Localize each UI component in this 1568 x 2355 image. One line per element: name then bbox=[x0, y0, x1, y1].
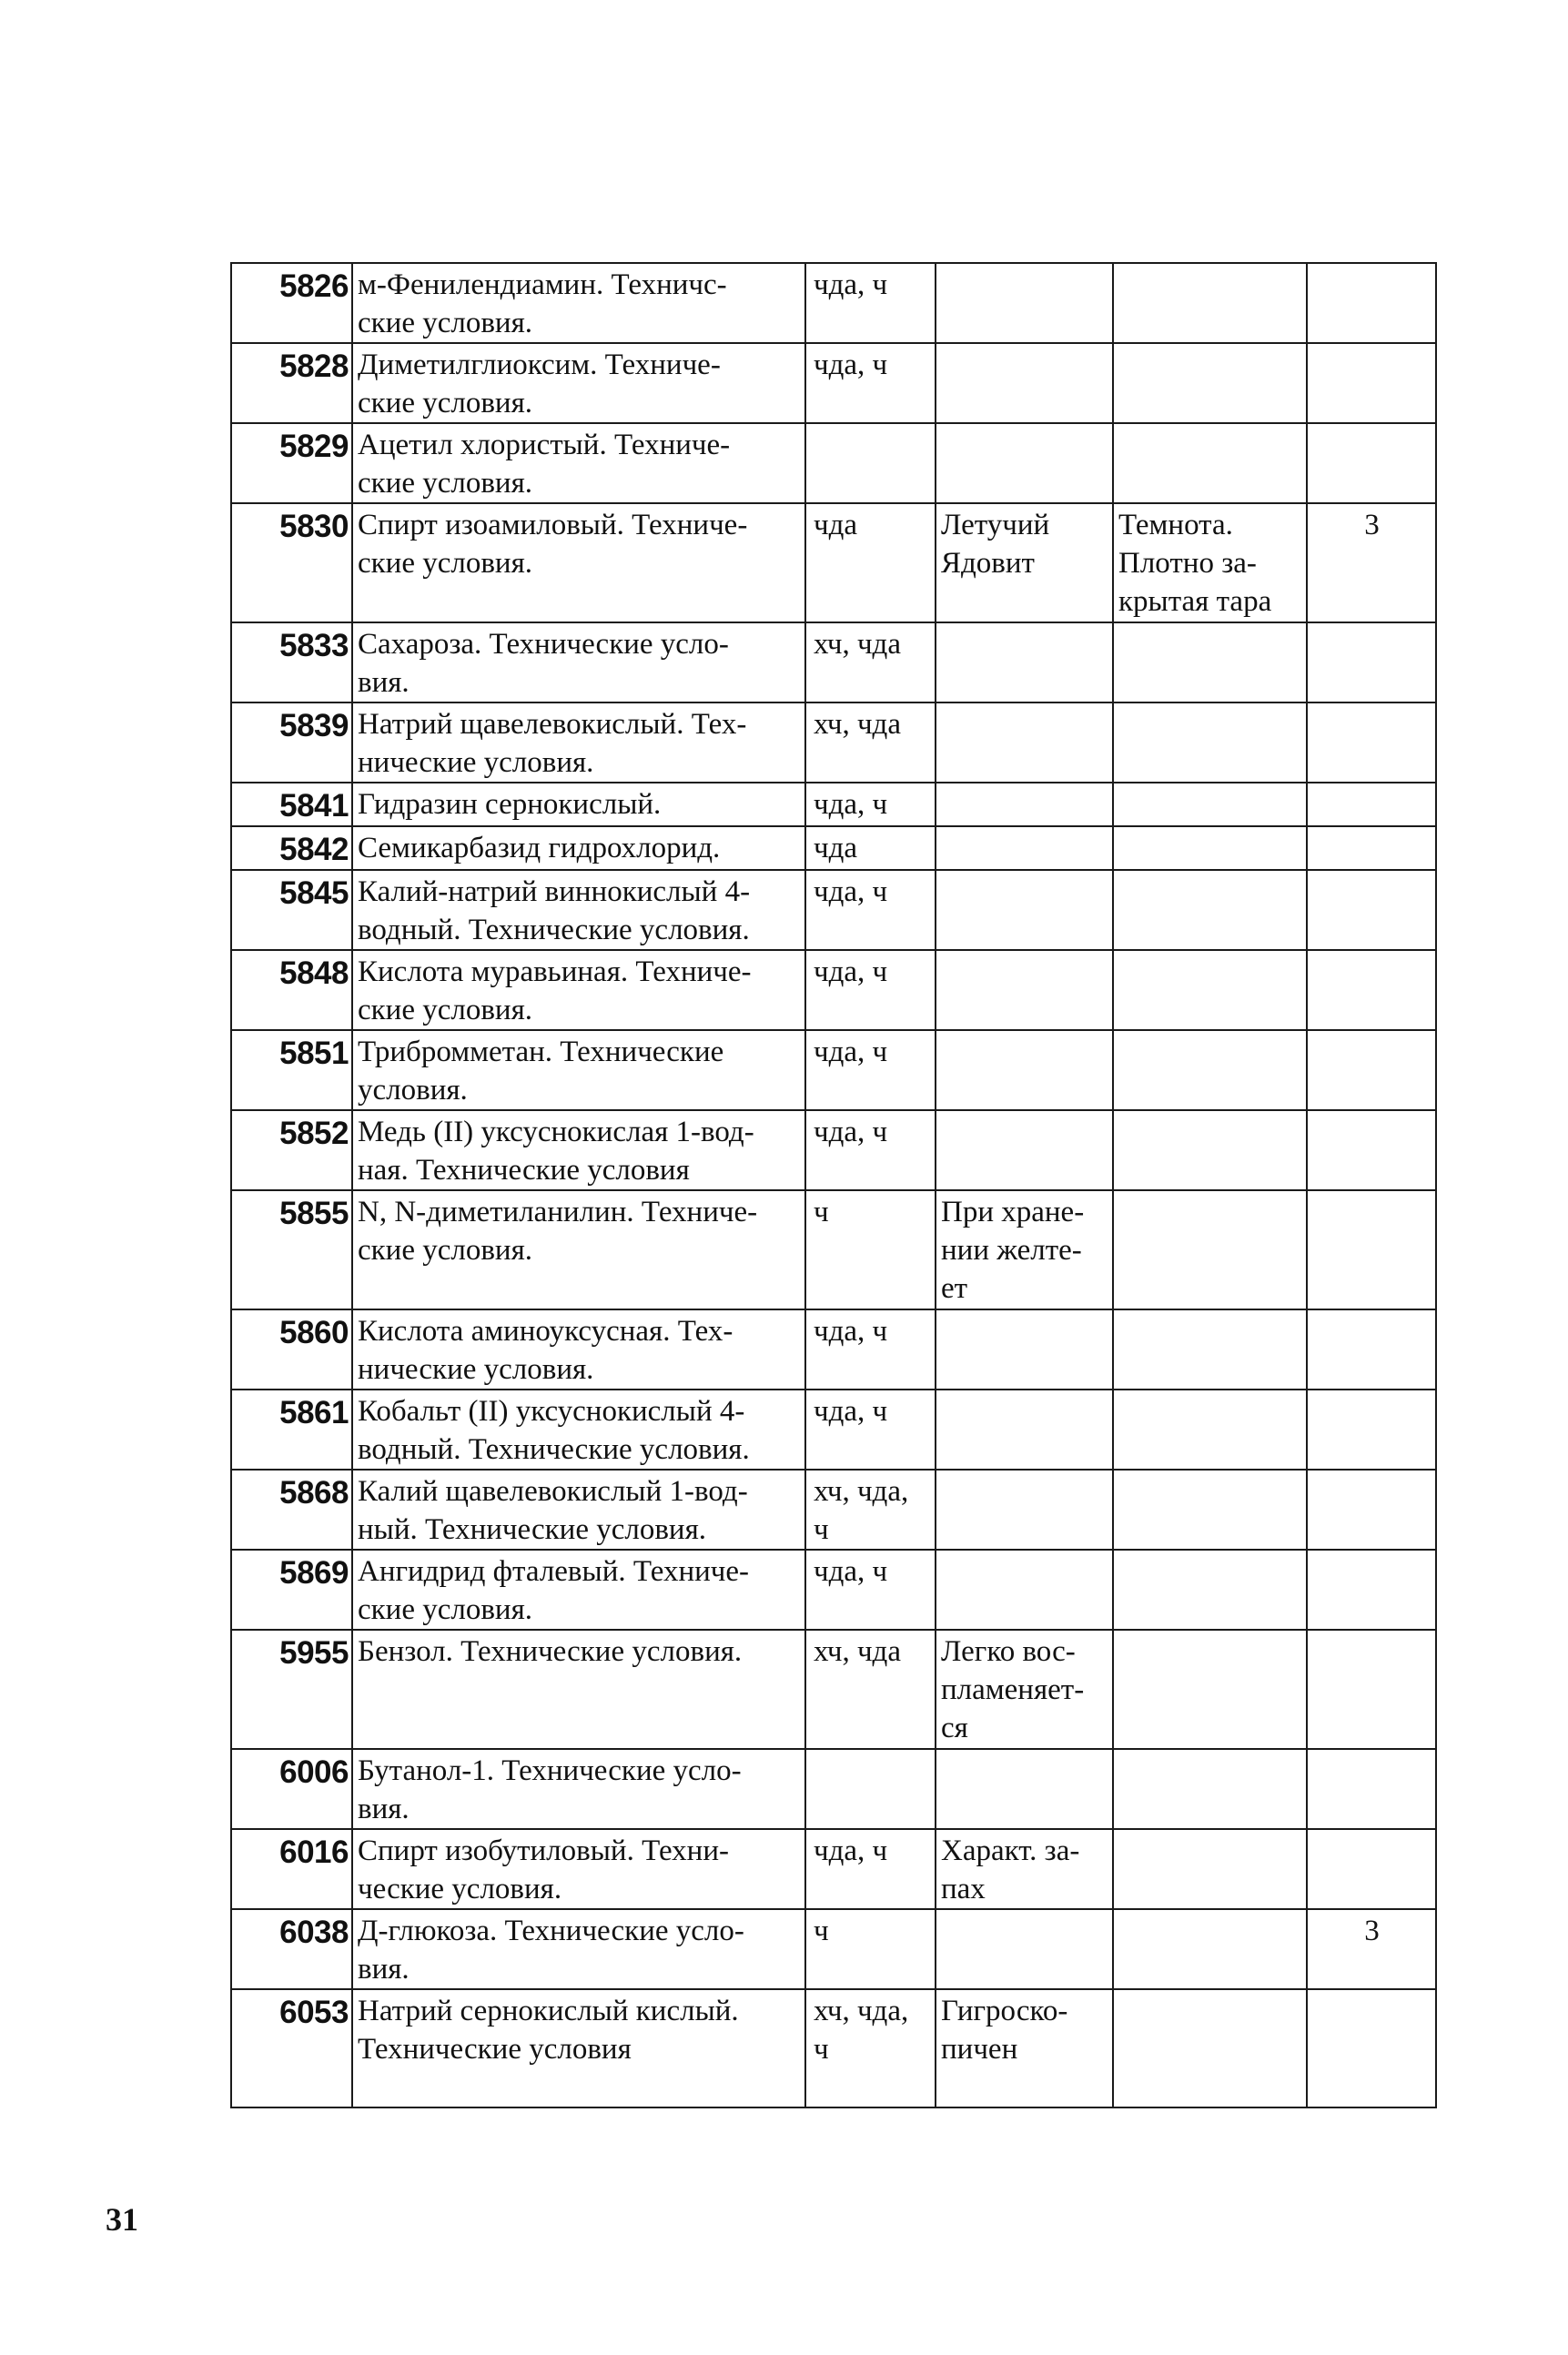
grade-cell: чда bbox=[805, 503, 936, 622]
grade-cell: хч, чда bbox=[805, 622, 936, 702]
property-cell bbox=[936, 702, 1113, 783]
storage-cell bbox=[1113, 423, 1307, 503]
storage-cell bbox=[1113, 1749, 1307, 1829]
grade-cell: хч, чда, ч bbox=[805, 1470, 936, 1550]
document-title-cell: Диметилглиоксим. Техниче- ские условия. bbox=[352, 343, 805, 423]
standard-number-cell: 6053 bbox=[231, 1989, 352, 2107]
class-cell bbox=[1307, 1190, 1436, 1309]
table-row bbox=[231, 1749, 1436, 1829]
table-row bbox=[231, 702, 1436, 783]
property-cell bbox=[936, 783, 1113, 826]
document-title-cell: Ацетил хлористый. Техниче- ские условия. bbox=[352, 423, 805, 503]
storage-cell bbox=[1113, 1110, 1307, 1190]
table-row bbox=[231, 1909, 1436, 1989]
class-cell bbox=[1307, 343, 1436, 423]
standard-number-cell: 5848 bbox=[231, 950, 352, 1030]
storage-cell bbox=[1113, 1470, 1307, 1550]
grade-cell: хч, чда, ч bbox=[805, 1989, 936, 2107]
property-cell bbox=[936, 423, 1113, 503]
document-title-cell: Кислота муравьиная. Техниче- ские условия. bbox=[352, 950, 805, 1030]
storage-cell bbox=[1113, 622, 1307, 702]
class-cell: 3 bbox=[1307, 503, 1436, 622]
class-cell bbox=[1307, 1550, 1436, 1630]
class-cell bbox=[1307, 1749, 1436, 1829]
grade-cell: чда bbox=[805, 826, 936, 870]
standard-number-cell: 5839 bbox=[231, 702, 352, 783]
table-row bbox=[231, 1190, 1436, 1309]
table-row bbox=[231, 1829, 1436, 1909]
grade-cell: чда, ч bbox=[805, 1030, 936, 1110]
table-row bbox=[231, 503, 1436, 622]
class-cell bbox=[1307, 1470, 1436, 1550]
property-cell: Характ. за- пах bbox=[936, 1829, 1113, 1909]
grade-cell: ч bbox=[805, 1190, 936, 1309]
storage-cell bbox=[1113, 1630, 1307, 1749]
document-title-cell: Спирт изоамиловый. Техниче- ские условия. bbox=[352, 503, 805, 622]
table-row bbox=[231, 826, 1436, 870]
table-row bbox=[231, 622, 1436, 702]
property-cell: При хране- нии желте- ет bbox=[936, 1190, 1113, 1309]
property-cell bbox=[936, 1470, 1113, 1550]
standard-number-cell: 5861 bbox=[231, 1390, 352, 1470]
class-cell bbox=[1307, 1829, 1436, 1909]
grade-cell bbox=[805, 423, 936, 503]
document-title-cell: Трибромметан. Технические условия. bbox=[352, 1030, 805, 1110]
standard-number-cell: 5855 bbox=[231, 1190, 352, 1309]
grade-cell: чда, ч bbox=[805, 1110, 936, 1190]
standard-number-cell: 5955 bbox=[231, 1630, 352, 1749]
storage-cell bbox=[1113, 343, 1307, 423]
property-cell bbox=[936, 1110, 1113, 1190]
document-title-cell: Кобальт (II) уксуснокислый 4- водный. Технические условия. bbox=[352, 1390, 805, 1470]
class-cell bbox=[1307, 622, 1436, 702]
grade-cell: чда, ч bbox=[805, 950, 936, 1030]
table-row bbox=[231, 950, 1436, 1030]
standard-number-cell: 5845 bbox=[231, 870, 352, 950]
table-row bbox=[231, 1550, 1436, 1630]
property-cell: Легко вос- пламеняет- ся bbox=[936, 1630, 1113, 1749]
grade-cell: чда, ч bbox=[805, 1390, 936, 1470]
standard-number-cell: 5860 bbox=[231, 1309, 352, 1390]
storage-cell bbox=[1113, 263, 1307, 343]
storage-cell bbox=[1113, 702, 1307, 783]
class-cell bbox=[1307, 1989, 1436, 2107]
standard-number-cell: 6016 bbox=[231, 1829, 352, 1909]
document-title-cell: N, N-диметиланилин. Техниче- ские условия. bbox=[352, 1190, 805, 1309]
grade-cell: хч, чда bbox=[805, 1630, 936, 1749]
grade-cell: чда, ч bbox=[805, 263, 936, 343]
standard-number-cell: 6038 bbox=[231, 1909, 352, 1989]
storage-cell bbox=[1113, 1030, 1307, 1110]
table-row bbox=[231, 343, 1436, 423]
storage-cell bbox=[1113, 950, 1307, 1030]
standard-number-cell: 6006 bbox=[231, 1749, 352, 1829]
page-number: 31 bbox=[106, 2201, 138, 2238]
grade-cell: ч bbox=[805, 1909, 936, 1989]
document-title-cell: Кислота аминоуксусная. Тех- нические условия. bbox=[352, 1309, 805, 1390]
table-row bbox=[231, 1309, 1436, 1390]
class-cell bbox=[1307, 263, 1436, 343]
standard-number-cell: 5829 bbox=[231, 423, 352, 503]
storage-cell bbox=[1113, 1829, 1307, 1909]
standard-number-cell: 5826 bbox=[231, 263, 352, 343]
document-title-cell: Сахароза. Технические усло- вия. bbox=[352, 622, 805, 702]
property-cell bbox=[936, 1309, 1113, 1390]
class-cell bbox=[1307, 1630, 1436, 1749]
grade-cell: чда, ч bbox=[805, 1550, 936, 1630]
class-cell bbox=[1307, 1030, 1436, 1110]
table-body bbox=[231, 263, 1436, 2107]
property-cell bbox=[936, 870, 1113, 950]
property-cell bbox=[936, 1030, 1113, 1110]
storage-cell bbox=[1113, 826, 1307, 870]
standard-number-cell: 5852 bbox=[231, 1110, 352, 1190]
document-title-cell: Ангидрид фталевый. Техниче- ские условия. bbox=[352, 1550, 805, 1630]
property-cell bbox=[936, 622, 1113, 702]
class-cell: 3 bbox=[1307, 1909, 1436, 1989]
class-cell bbox=[1307, 423, 1436, 503]
storage-cell bbox=[1113, 783, 1307, 826]
document-title-cell: Гидразин сернокислый. bbox=[352, 783, 805, 826]
class-cell bbox=[1307, 702, 1436, 783]
grade-cell: хч, чда bbox=[805, 702, 936, 783]
class-cell bbox=[1307, 1110, 1436, 1190]
property-cell bbox=[936, 263, 1113, 343]
table-row bbox=[231, 870, 1436, 950]
class-cell bbox=[1307, 950, 1436, 1030]
grade-cell: чда, ч bbox=[805, 1829, 936, 1909]
property-cell: Гигроско- пичен bbox=[936, 1989, 1113, 2107]
property-cell bbox=[936, 1550, 1113, 1630]
table-row bbox=[231, 1110, 1436, 1190]
standard-number-cell: 5833 bbox=[231, 622, 352, 702]
table-row bbox=[231, 1989, 1436, 2107]
table-row bbox=[231, 423, 1436, 503]
grade-cell: чда, ч bbox=[805, 343, 936, 423]
document-title-cell: Натрий сернокислый кислый. Технические условия bbox=[352, 1989, 805, 2107]
standard-number-cell: 5830 bbox=[231, 503, 352, 622]
standard-number-cell: 5828 bbox=[231, 343, 352, 423]
document-title-cell: Калий-натрий виннокислый 4- водный. Технические условия. bbox=[352, 870, 805, 950]
property-cell bbox=[936, 343, 1113, 423]
property-cell bbox=[936, 950, 1113, 1030]
class-cell bbox=[1307, 1390, 1436, 1470]
standard-number-cell: 5869 bbox=[231, 1550, 352, 1630]
table-row bbox=[231, 1470, 1436, 1550]
storage-cell bbox=[1113, 1989, 1307, 2107]
grade-cell: чда, ч bbox=[805, 870, 936, 950]
property-cell bbox=[936, 1390, 1113, 1470]
document-title-cell: Калий щавелевокислый 1-вод- ный. Технические условия. bbox=[352, 1470, 805, 1550]
document-title-cell: Медь (II) уксуснокислая 1-вод- ная. Технические условия bbox=[352, 1110, 805, 1190]
property-cell bbox=[936, 1909, 1113, 1989]
standard-number-cell: 5842 bbox=[231, 826, 352, 870]
standard-number-cell: 5851 bbox=[231, 1030, 352, 1110]
standard-number-cell: 5868 bbox=[231, 1470, 352, 1550]
table-row bbox=[231, 783, 1436, 826]
document-title-cell: Бутанол-1. Технические усло- вия. bbox=[352, 1749, 805, 1829]
document-title-cell: Д-глюкоза. Технические усло- вия. bbox=[352, 1909, 805, 1989]
table-row bbox=[231, 1630, 1436, 1749]
storage-cell: Темнота. Плотно за- крытая тара bbox=[1113, 503, 1307, 622]
class-cell bbox=[1307, 783, 1436, 826]
storage-cell bbox=[1113, 870, 1307, 950]
table-row bbox=[231, 1030, 1436, 1110]
table-row bbox=[231, 263, 1436, 343]
document-title-cell: м-Фенилендиамин. Техничс- ские условия. bbox=[352, 263, 805, 343]
storage-cell bbox=[1113, 1309, 1307, 1390]
class-cell bbox=[1307, 1309, 1436, 1390]
grade-cell bbox=[805, 1749, 936, 1829]
grade-cell: чда, ч bbox=[805, 783, 936, 826]
property-cell bbox=[936, 1749, 1113, 1829]
class-cell bbox=[1307, 870, 1436, 950]
class-cell bbox=[1307, 826, 1436, 870]
property-cell: Летучий Ядовит bbox=[936, 503, 1113, 622]
property-cell bbox=[936, 826, 1113, 870]
document-title-cell: Спирт изобутиловый. Техни- ческие условия. bbox=[352, 1829, 805, 1909]
storage-cell bbox=[1113, 1550, 1307, 1630]
grade-cell: чда, ч bbox=[805, 1309, 936, 1390]
standard-number-cell: 5841 bbox=[231, 783, 352, 826]
storage-cell bbox=[1113, 1390, 1307, 1470]
table-row bbox=[231, 1390, 1436, 1470]
document-title-cell: Бензол. Технические условия. bbox=[352, 1630, 805, 1749]
document-title-cell: Семикарбазид гидрохлорид. bbox=[352, 826, 805, 870]
standards-table bbox=[230, 262, 1437, 2108]
storage-cell bbox=[1113, 1190, 1307, 1309]
document-title-cell: Натрий щавелевокислый. Тех- нические условия. bbox=[352, 702, 805, 783]
storage-cell bbox=[1113, 1909, 1307, 1989]
